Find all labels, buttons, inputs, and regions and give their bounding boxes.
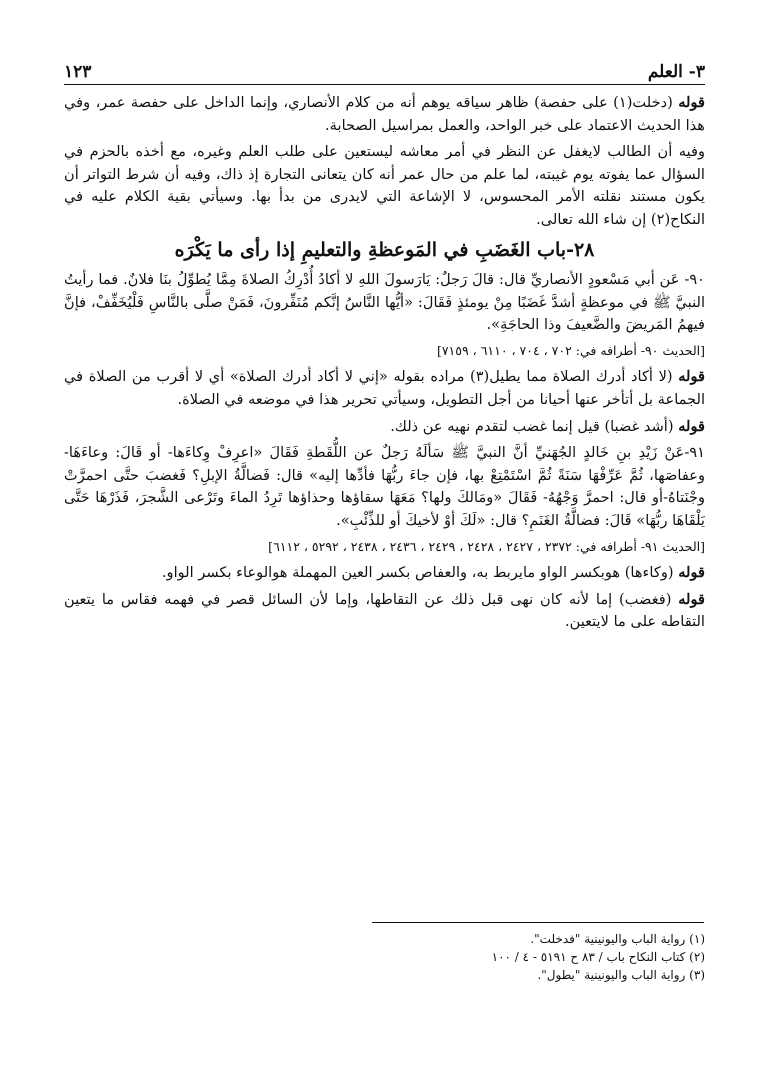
commentary-lead: قوله <box>678 94 705 111</box>
page-body <box>64 92 705 638</box>
commentary-text: (وكاءها) هوبكسر الواو مايربط به، والعفاص بكسر العين المهملة هوالوعاء بكسر الواو. <box>161 563 679 581</box>
chapter-heading: ٢٨-باب الغَضَبِ في المَوعظةِ والتعليمِ إذا رأى ما يَكْرَه <box>174 238 595 261</box>
hadith-90-reference: [الحديث ٩٠- أطرافه في: ٧٠٢ ، ٧٠٤ ، ٦١١٠ ، ٧١٥٩] <box>436 342 705 358</box>
commentary-lead: قوله <box>678 368 705 386</box>
commentary-paragraph <box>64 416 705 439</box>
footnote-1: (١) رواية الباب واليونينية "فدخلت". <box>530 932 705 946</box>
page-header <box>64 52 705 82</box>
commentary-paragraph <box>64 562 705 585</box>
page-number: ١٢٣ <box>64 62 92 82</box>
footnotes <box>64 930 705 984</box>
footnote-rule <box>372 922 704 923</box>
commentary-text: (دخلت(١) على حفصة) ظاهر سياقه يوهم أنه من كلام الأنصاري، وإنما الداخل على حفصة عمر، وفي هذا الحديث الاعتماد على خبر الواحد، والعمل بمراسيل الصحابة. <box>64 94 705 134</box>
commentary-text: (فغضب) إما لأنه كان نهى قبل ذلك عن التقاطها، وإما لأن السائل قصر في فهمه فقاس ما يتعين التقاطه على ما لايتعين. <box>64 590 705 631</box>
hadith-90: ٩٠- عَن أبي مَسْعودٍ الأنصاريِّ قال: قالَ رَجلٌ: يَارَسولَ اللهِ لا أكادُ أُدْرِكُ الصلاةَ مِمَّا يُطوِّلُ بنَا فلانٌ. فما رأيتُ النبيَّ ﷺ في موعظةٍ أشدَّ غَضَبًا مِنْ يومئذٍ فَقَالَ: «أيُّها النَّاسُ إنَّكم مُنَفِّرونَ، فَمَنْ صلَّى بالنَّاسِ فَلْيُخَفِّفْ، فإنَّ فيهمُ المَريضَ والضَّعيفَ وذا الحاجَةِ». <box>64 271 705 334</box>
footnote-3: (٣) رواية الباب واليونينية "يطول". <box>537 968 705 982</box>
commentary-text: (لا أكاد أدرك الصلاة مما يطيل(٣) مراده بقوله «إني لا أكاد أدرك الصلاة» أي لا أقرب من الصلاة في الجماعة بل أتأخر عنها أحيانا من أجل التطويل، وسيأتي تحرير هذا في موضعه في الصلاة. <box>64 368 705 408</box>
chapter-title: ٣- العلم <box>647 62 705 82</box>
commentary-lead: قوله <box>678 590 705 608</box>
commentary-lead: قوله <box>678 563 705 581</box>
commentary-text: وفيه أن الطالب لايغفل عن النظر في أمر معاشه ليستعين على طلب العلم وغيره، مع أخذه بالحزم في السؤال عما يفوته يوم غيبته، لما علم من حال عمر أنه كان يتعانى التجارة إذ ذاك، وفيه أن شرط التواتر أن يكون مستند نقلته الأمر المحسوس، لا الإشاعة التي لايدرى من بدأ بها. وسيأتي بقية الكلام عليه في النكاح(٢) إن شاء الله تعالى. <box>64 143 705 229</box>
commentary-lead: قوله <box>678 417 705 435</box>
commentary-paragraph <box>64 92 705 137</box>
footnote-2: (٢) كتاب النكاح باب / ٨٣ ح ٥١٩١ - ٤ / ١٠٠ <box>491 950 705 964</box>
header-rule <box>64 84 705 85</box>
hadith-91-reference: [الحديث ٩١- أطرافه في: ٢٣٧٢ ، ٢٤٢٧ ، ٢٤٢٨ ، ٢٤٢٩ ، ٢٤٣٦ ، ٢٤٣٨ ، ٥٢٩٢ ، ٦١١٢] <box>268 538 705 554</box>
hadith-91: ٩١-عَنْ زَيْدِ بنِ خَالدٍ الجُهَنيِّ أنَّ النبيَّ ﷺ سَألَهُ رَجلٌ عن اللُّقَطةِ فَقَالَ «اعرِفْ وِكاءَها- أو قَالَ: وعاءَهَا- وعفاصَها، ثُمَّ عَرِّفْهَا سَنَةً ثُمَّ اسْتَمْتِعْ بها، فإن جاءَ ربُّهَا فأدِّها إليه» قال: فَضالَّةُ الإبلِ؟ فَغضبَ حتَّى احمرَّتْ وجْنَتاهُ-أو قال: احمرَّ وَجْهُهُ- فَقَالَ «ومَالكَ ولها؟ مَعَهَا سقاؤها وحذاؤها تَرِدُ الماءَ وتَرْعى الشَّجرَ، فَذَرْهَا حَتَّى يَلْقَاهَا ربُّهَا» قَالَ: فضالَّةُ الغَنَمِ؟ قال: «لَكَ أوْ لأخيكَ أو للذِّئْبِ». <box>64 444 705 529</box>
commentary-text: (أشد غضبا) قيل إنما غضب لتقدم نهيه عن ذلك. <box>390 417 679 435</box>
commentary-paragraph <box>64 589 705 634</box>
commentary-paragraph <box>64 141 705 231</box>
commentary-paragraph <box>64 366 705 411</box>
